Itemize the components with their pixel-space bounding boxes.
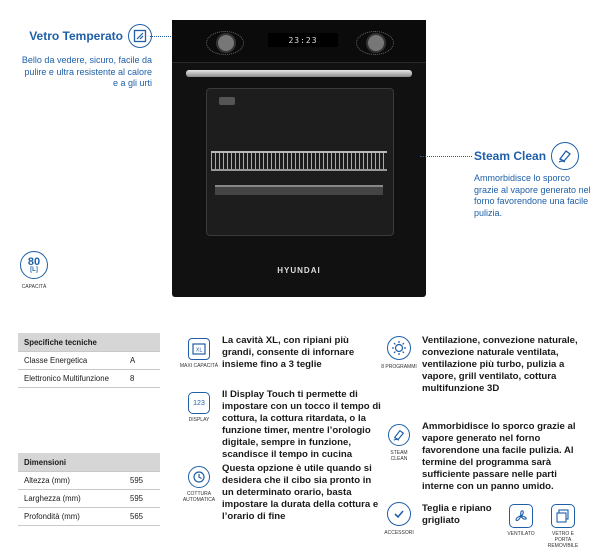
vetro-description: Bello da vedere, sicuro, facile da pulire e ultra resistente al calore e a gli urti: [21, 55, 152, 88]
spec-label: Classe Energetica: [18, 352, 124, 370]
capacity-badge: [20, 251, 48, 279]
maxi-capacity-label: MAXI CAPACITÀ: [179, 363, 219, 369]
spec-value: A: [124, 352, 160, 370]
programs-icon: [387, 336, 411, 360]
steam-leader-line: [420, 156, 472, 157]
door-handle: [186, 70, 412, 77]
specs-header: Specifiche tecniche: [18, 333, 160, 352]
specs-header-row: [18, 333, 160, 352]
programs-text: Ventilazione, convezione naturale, convezione naturale ventilata, ventilazione più turbo, pulizia a vapore, grill ventilato, cottura multifunzione 3D: [422, 335, 578, 394]
display-icon: [188, 392, 210, 414]
dimension-label: Profondità (mm): [18, 508, 124, 526]
dimension-value: 565: [124, 508, 160, 526]
capacity-value: 80: [27, 255, 41, 268]
svg-text:XL: XL: [195, 347, 203, 354]
oven-rack: [211, 151, 387, 171]
display-panel: [268, 33, 338, 47]
display-digits: 23:23: [288, 35, 318, 45]
steam-clean-label: STEAM CLEAN: [390, 450, 408, 462]
removable-door-icon: [551, 504, 575, 528]
glass-pane-icon: [128, 24, 152, 48]
steam-clean-small-icon: [388, 424, 410, 446]
accessories-label: ACCESSORI: [384, 530, 414, 536]
vetro-temperato-callout: [20, 24, 152, 90]
oven-image: [172, 20, 426, 297]
control-panel: [172, 20, 426, 63]
capacity-label: CAPACITÀ: [21, 284, 47, 290]
table-row: [18, 508, 160, 526]
table-row: [18, 472, 160, 490]
dimension-label: Larghezza (mm): [18, 490, 124, 508]
steam-title: Steam Clean: [474, 149, 547, 163]
display-icon-text: 123: [193, 399, 205, 407]
steam-clean-callout: [474, 142, 594, 219]
table-row: [18, 352, 160, 370]
steam-clean-text: Ammorbidisce lo sporco grazie al vapore generato nel forno favorendone una facile pulizia. Al termine del programma sarà sufficiente passare nelle parti interne con un panno umido.: [422, 421, 576, 492]
dimension-label: Altezza (mm): [18, 472, 124, 490]
knob-dots-right: [356, 31, 394, 55]
fan-icon: [509, 504, 533, 528]
maxi-capacity-icon: [188, 338, 210, 360]
programs-label: 8 PROGRAMMI: [381, 364, 417, 370]
dimensions-table: [18, 453, 160, 526]
oven-brand: HYUNDAI: [277, 266, 321, 275]
dimensions-header: Dimensioni: [18, 453, 160, 472]
dimension-value: 595: [124, 490, 160, 508]
display-text: Il Display Touch ti permette di impostare con un tocco il tempo di cottura, la cottura ritardata, o la funzione timer, mentre l’orologio digitale, sempre in funzione, scandisce il tempo in cucina: [222, 389, 381, 460]
cottura-label: COTTURA AUTOMATICA: [182, 491, 216, 503]
dimensions-header-row: [18, 453, 160, 472]
vetro-title: Vetro Temperato: [29, 29, 123, 43]
specs-table: [18, 333, 160, 388]
maxi-capacity-text: La cavità XL, con ripiani più grandi, consente di infornare insieme fino a 3 teglie: [222, 335, 355, 370]
timer-clock-icon: [188, 466, 210, 488]
steam-clean-icon: [551, 142, 579, 170]
capacity-unit: [L]: [30, 266, 38, 273]
table-row: [18, 370, 160, 388]
accessories-icon: [387, 502, 411, 526]
cottura-text: Questa opzione è utile quando si desidera che il cibo sia pronto in un determinato orario, basta impostare la durata della cottura e l’orario di fine: [222, 463, 379, 522]
spec-label: Elettronico Multifunzione: [18, 370, 124, 388]
fan-label: VENTILATO: [507, 531, 535, 537]
table-row: [18, 490, 160, 508]
oven-tray: [215, 185, 383, 195]
knob-dots-left: [206, 31, 244, 55]
oven-light: [219, 97, 235, 105]
oven-window: [206, 88, 394, 236]
steam-description: Ammorbidisce lo sporco grazie al vapore generato nel forno favorendone una facile pulizia.: [474, 173, 591, 218]
accessories-text: Teglia e ripiano grigliato: [422, 503, 492, 526]
spec-value: 8: [124, 370, 160, 388]
dimension-value: 595: [124, 472, 160, 490]
removable-door-label: VETRO E PORTA REMOVIBILE: [547, 531, 579, 549]
display-label: DISPLAY: [188, 417, 210, 423]
